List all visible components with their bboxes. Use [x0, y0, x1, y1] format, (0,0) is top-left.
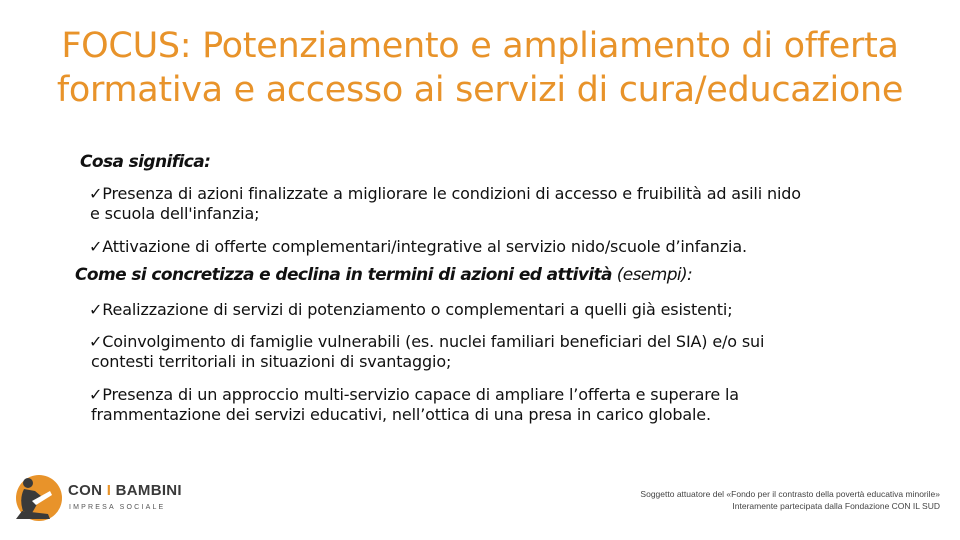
list-item — [89, 332, 764, 372]
section-heading-meaning — [80, 152, 210, 172]
checkmark-icon: ✓ — [89, 385, 103, 404]
list-item-text: Realizzazione di servizi di potenziamento o complementari a quelli già esistenti; — [102, 300, 733, 319]
list-item-text-continued: frammentazione dei servizi educativi, nell’ottica di una presa in carico globale. — [91, 405, 711, 424]
page-title — [0, 24, 960, 112]
checkmark-icon: ✓ — [89, 300, 103, 319]
logo-word-bambini: BAMBINI — [115, 482, 182, 499]
footer-note — [640, 488, 940, 512]
section-heading-implementation — [75, 265, 692, 285]
logo-subtitle: IMPRESA SOCIALE — [69, 504, 166, 511]
list-item-text: Coinvolgimento di famiglie vulnerabili (es. nuclei familiari beneficiari del SIA) e/o sui — [102, 332, 765, 351]
list-item — [89, 237, 747, 257]
logo-word-con: CON — [68, 482, 103, 499]
title-line-2: formativa e accesso ai servizi di cura/educazione — [56, 70, 904, 110]
logo-wordmark — [68, 482, 182, 499]
footer-line-1: Soggetto attuatore del «Fondo per il contrasto della povertà educativa minorile» — [640, 489, 940, 499]
list-item — [89, 300, 732, 320]
list-item-text: Presenza di azioni finalizzate a migliorare le condizioni di accesso e fruibilità ad asili nido — [102, 184, 801, 203]
list-item-text: Presenza di un approccio multi-servizio capace di ampliare l’offerta e superare la — [102, 385, 739, 404]
list-item — [89, 385, 739, 425]
list-item-text: Attivazione di offerte complementari/integrative al servizio nido/scuole d’infanzia. — [102, 237, 747, 256]
footer-line-2: Interamente partecipata dalla Fondazione CON IL SUD — [732, 501, 940, 511]
checkmark-icon: ✓ — [89, 332, 103, 351]
section-heading-suffix: (esempi): — [611, 265, 693, 285]
section-heading-implementation-text: Come si concretizza e declina in termini di azioni ed attività — [75, 265, 612, 285]
con-i-bambini-logo — [8, 470, 182, 532]
child-reading-icon — [8, 470, 68, 532]
checkmark-icon: ✓ — [89, 184, 103, 203]
list-item — [89, 184, 801, 224]
list-item-text-continued: contesti territoriali in situazioni di svantaggio; — [91, 352, 452, 371]
list-item-text-continued: e scuola dell'infanzia; — [90, 204, 260, 223]
checkmark-icon: ✓ — [89, 237, 103, 256]
title-line-1: FOCUS: Potenziamento e ampliamento di offerta — [61, 26, 899, 66]
logo-word-i: I — [106, 482, 112, 499]
section-heading-meaning-text: Cosa significa: — [80, 152, 211, 172]
